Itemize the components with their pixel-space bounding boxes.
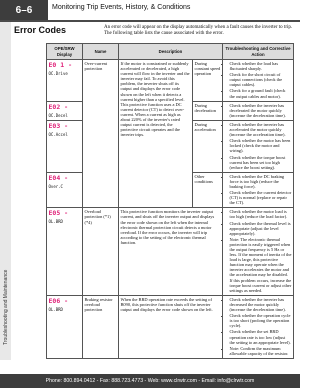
- col-header-display: OPE/SRW Display: [47, 44, 83, 60]
- running-header-title: Monitoring Trip Events, History, & Conditions: [52, 4, 191, 11]
- action-item: • Check for the short circuit of output connections (check the output cables).: [230, 72, 292, 87]
- action-item: • Check whether the inverter has decelerated the motor quickly (increase the deceleration time).: [230, 103, 292, 118]
- code-cell: [47, 208, 83, 296]
- action-item: • Check whether the current detector (CT) is normal (replace or repair the CT).: [230, 190, 292, 205]
- error-code-sub: Over.C: [48, 183, 63, 189]
- name-cell: Over-current protection: [83, 60, 119, 208]
- error-code-sub: OL.BRD: [48, 219, 63, 225]
- action-item: • Check whether the inverter has accelerated the motor quickly (increase the acceleration time).: [230, 122, 292, 137]
- action-cell: [223, 172, 294, 208]
- description-cell: If the motor is constrained or suddenly accelerated or decelerated, a high current will flow in the inverter and the inverter may fail. To avoid this problem, the inverter shuts off its output and displays the error code shown on the left when it detects a current higher than a specified level. This protective function uses a DC current detector (CT) to detect over-current. When a current as high as about 220% of the inverter's rated output current is detected, the protective circuit operates and the inverter trips.: [119, 60, 193, 208]
- action-item: • Check whether the torque boost current has been set too high (reduce the boost setting).: [230, 155, 292, 170]
- table-header-row: [47, 44, 294, 60]
- error-code: E02 -: [48, 102, 69, 111]
- section-title: Error Codes: [14, 25, 67, 35]
- action-cell: [223, 295, 294, 358]
- action-item: • Note: Confirm the maximum allowable capacity of the resistor.: [230, 346, 292, 356]
- action-item: • Check whether the set BRD operation rate is too low (adjust the setting to an appropriate level).: [230, 329, 292, 344]
- error-code-sub: OC.Decel: [48, 112, 68, 118]
- condition-cell: Other conditions: [193, 172, 223, 208]
- error-code-sub: OL.BRD: [48, 306, 63, 312]
- error-code: E05 -: [48, 209, 69, 218]
- code-cell: [47, 101, 83, 120]
- action-item: • Check whether the motor has been locked (check the motor and wiring).: [230, 138, 292, 153]
- name-cell: Braking resistor overload protection: [83, 295, 119, 358]
- description-cell: When the BRD operation rate exceeds the setting of B090, this protective function shuts off the inverter output and displays the error code shown on the left.: [119, 295, 223, 358]
- table-row: [47, 295, 294, 358]
- header-rule: [0, 20, 300, 22]
- action-item: • Check whether the inverter has decreased the motor quickly (increase the deceleration time).: [230, 297, 292, 312]
- code-cell: [47, 120, 83, 172]
- error-code-sub: OC.Accel: [48, 131, 68, 137]
- col-header-description: Description: [119, 44, 223, 60]
- name-cell: Overload protection (*1) (*4): [83, 208, 119, 296]
- code-cell: [47, 60, 83, 102]
- side-label: Troubleshooting and Maintenance: [3, 269, 9, 345]
- action-cell: [223, 208, 294, 296]
- action-cell: [223, 60, 294, 102]
- action-item: • Check for a ground fault (check the output cables and motor).: [230, 88, 292, 98]
- action-item: • Check whether the thermal level is appropriate (adjust the level appropriately).: [230, 221, 292, 236]
- error-code: E03 -: [48, 121, 69, 130]
- action-item: • Check whether the load has fluctuated sharply.: [230, 61, 292, 71]
- condition-cell: During acceleration: [193, 120, 223, 172]
- error-code: E06 -: [48, 296, 69, 305]
- action-cell: [223, 101, 294, 120]
- error-code: E04 -: [48, 173, 69, 182]
- condition-cell: During constant speed operation: [193, 60, 223, 102]
- table-row: [47, 208, 294, 296]
- action-item: • Check whether the DC braking force is too high (reduce the braking force).: [230, 174, 292, 189]
- footer-contact-bar: Phone: 800.894.0412 - Fax: 888.723.4773 - Web: www.clrwtr.com - Email: info@clrwtr.com: [0, 374, 300, 388]
- section-intro: An error code will appear on the display automatically when a fault causes the inverter to trip. The following table lists the cause associated with the error.: [104, 25, 293, 37]
- error-code-sub: OC.Drive: [48, 71, 68, 76]
- error-codes-table: [46, 43, 294, 359]
- condition-cell: During deceleration: [193, 101, 223, 120]
- col-header-action: Troubleshooting and Corrective Action: [223, 44, 294, 60]
- error-code: E0 1 -: [48, 61, 72, 69]
- action-cell: [223, 120, 294, 172]
- col-header-name: Name: [83, 44, 119, 60]
- description-cell: This protective function monitors the inverter output current, and shuts off the inverter output and displays the error code shown on the left when the internal electronic thermal protection circuit detects a motor overload. If the error occurs, the inverter will trip according to the setting of the electronic thermal function.: [119, 208, 223, 296]
- table-row: [47, 60, 294, 102]
- page-number-tab: 6–6: [0, 0, 48, 20]
- action-item: • Check whether the motor load is too high (reduce the load factor).: [230, 209, 292, 219]
- code-cell: [47, 295, 83, 358]
- action-item: • Note: The electronic thermal protection is easily triggered when the output frequency is 5 Hz or less. If the moment of inertia of the load is large, this protective function may operate when the inverter accelerates the motor and the acceleration may be disabled. If this problem occurs, increase the torque boost current or adjust other settings as needed.: [230, 237, 292, 293]
- code-cell: [47, 172, 83, 208]
- action-item: • Check whether the operation cycle is too short (prolong the operation cycle).: [230, 313, 292, 328]
